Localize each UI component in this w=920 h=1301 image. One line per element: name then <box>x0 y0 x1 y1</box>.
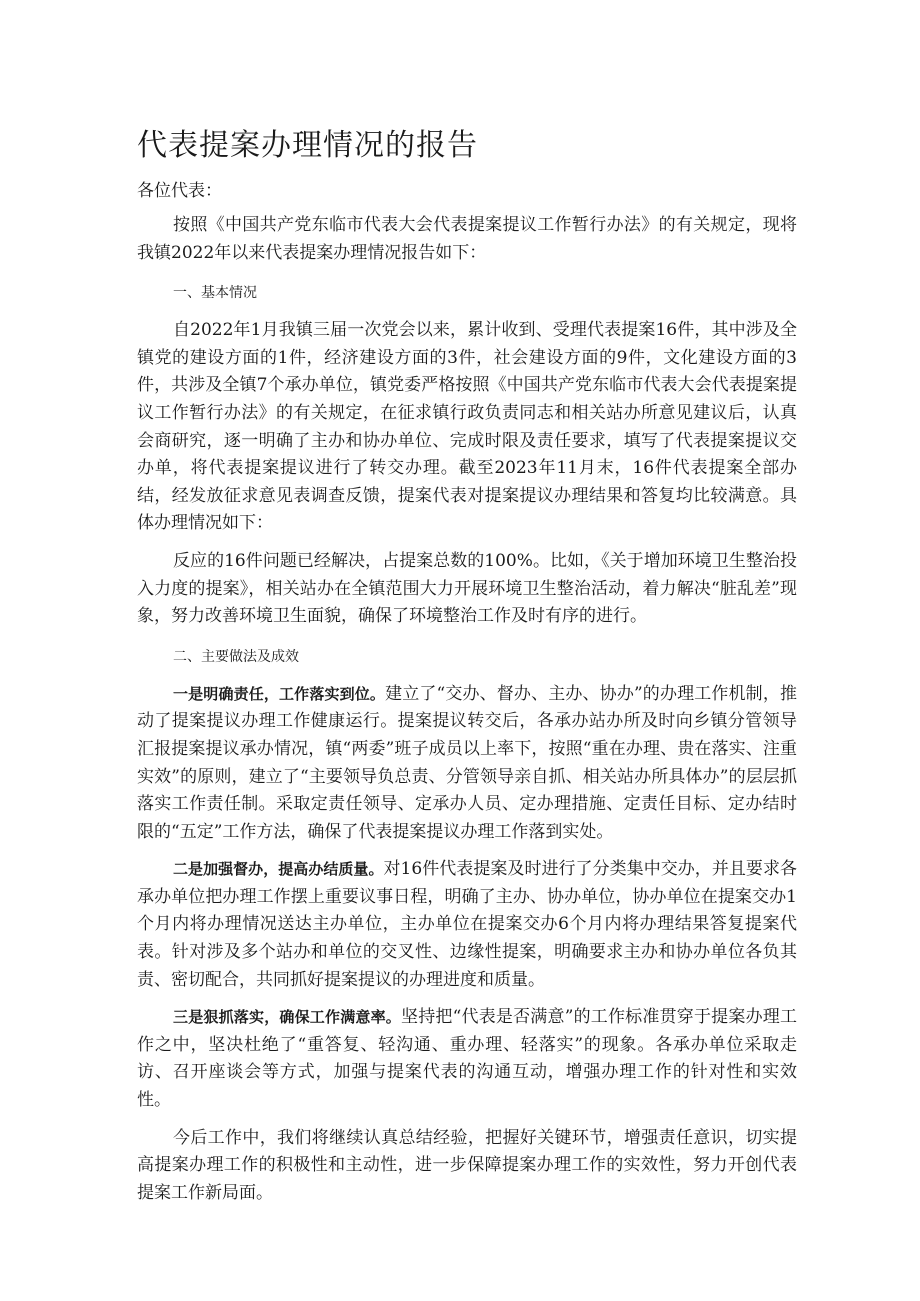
section-heading-measures: 二、主要做法及成效 <box>173 648 299 665</box>
salutation: 各位代表： <box>137 181 222 201</box>
measure-paragraph-1 <box>137 681 797 847</box>
basic-paragraph-1: 自2022年1月我镇三届一次党会以来，累计收到、受理代表提案16件，其中涉及全镇党的建设方面的1件，经济建设方面的3件，社会建设方面的9件，文化建设方面的3件，共涉及全镇7个承办单位，镇党委严格按照《中国共产党东临市代表大会代表提案提议工作暂行办法》的有关规定，在征求镇行政负责同志和相关站办所意见建议后，认真会商研究，逐一明确了主办和协办单位、完成时限及责任要求，填写了代表提案提议交办单，将代表提案提议进行了转交办理。截至2023年11月末，16件代表提案全部办结，经发放征求意见表调查反馈，提案代表对提案提议办理结果和答复均比较满意。具体办理情况如下： <box>137 320 797 534</box>
measure-body-1: 建立了“交办、督办、主办、协办”的办理工作机制，推动了提案提议办理工作健康运行。提案提议转交后，各承办站办所及时向乡镇分管领导汇报提案提议承办情况，镇“两委”班子成员以上率下，按照“重在办理、贵在落实、注重实效”的原则，建立了“主要领导负总责、分管领导亲自抓、相关站办所具体办”的层层抓落实工作责任制。采取定责任领导、定承办人员、定办理措施、定责任目标、定办结时限的“五定”工作方法，确保了代表提案提议办理工作落到实处。 <box>137 683 797 842</box>
measure-paragraph-2 <box>137 856 797 994</box>
measure-body-2: 对16件代表提案及时进行了分类集中交办，并且要求各承办单位把办理工作摆上重要议事日程，明确了主办、协办单位，协办单位在提案交办1个月内将办理情况送达主办单位，主办单位在提案交办6个月内将办理结果答复提案代表。针对涉及多个站办和单位的交叉性、边缘性提案，明确要求主办和协办单位各负其责、密切配合，共同抓好提案提议的办理进度和质量。 <box>137 859 797 990</box>
closing-paragraph: 今后工作中，我们将继续认真总结经验，把握好关键环节，增强责任意识，切实提高提案办理工作的积极性和主动性，进一步保障提案办理工作的实效性，努力开创代表提案工作新局面。 <box>137 1127 797 1203</box>
intro-paragraph: 按照《中国共产党东临市代表大会代表提案提议工作暂行办法》的有关规定，现将我镇2022年以来代表提案办理情况报告如下： <box>137 215 797 263</box>
measure-body-3: 坚持把“代表是否满意”的工作标准贯穿于提案办理工作之中，坚决杜绝了“重答复、轻沟通、重办理、轻落实”的现象。各承办单位采取走访、召开座谈会等方式，加强与提案代表的沟通互动，增强办理工作的针对性和实效性。 <box>137 1007 797 1111</box>
measure-lead-1: 一是明确责任，工作落实到位。 <box>173 684 386 703</box>
measure-paragraph-3 <box>137 1004 797 1114</box>
document-title: 代表提案办理情况的报告 <box>137 128 478 163</box>
document-page <box>137 126 797 1217</box>
measure-lead-2: 二是加强督办，提高办结质量。 <box>173 860 384 879</box>
basic-paragraph-2: 反应的16件问题已经解决，占提案总数的100%。比如，《关于增加环境卫生整治投入力度的提案》，相关站办在全镇范围大力开展环境卫生整治活动，着力解决“脏乱差”现象，努力改善环境卫生面貌，确保了环境整治工作及时有序的进行。 <box>137 550 797 627</box>
measure-lead-3: 三是狠抓落实，确保工作满意率。 <box>173 1008 401 1027</box>
section-heading-basic: 一、基本情况 <box>173 285 257 302</box>
